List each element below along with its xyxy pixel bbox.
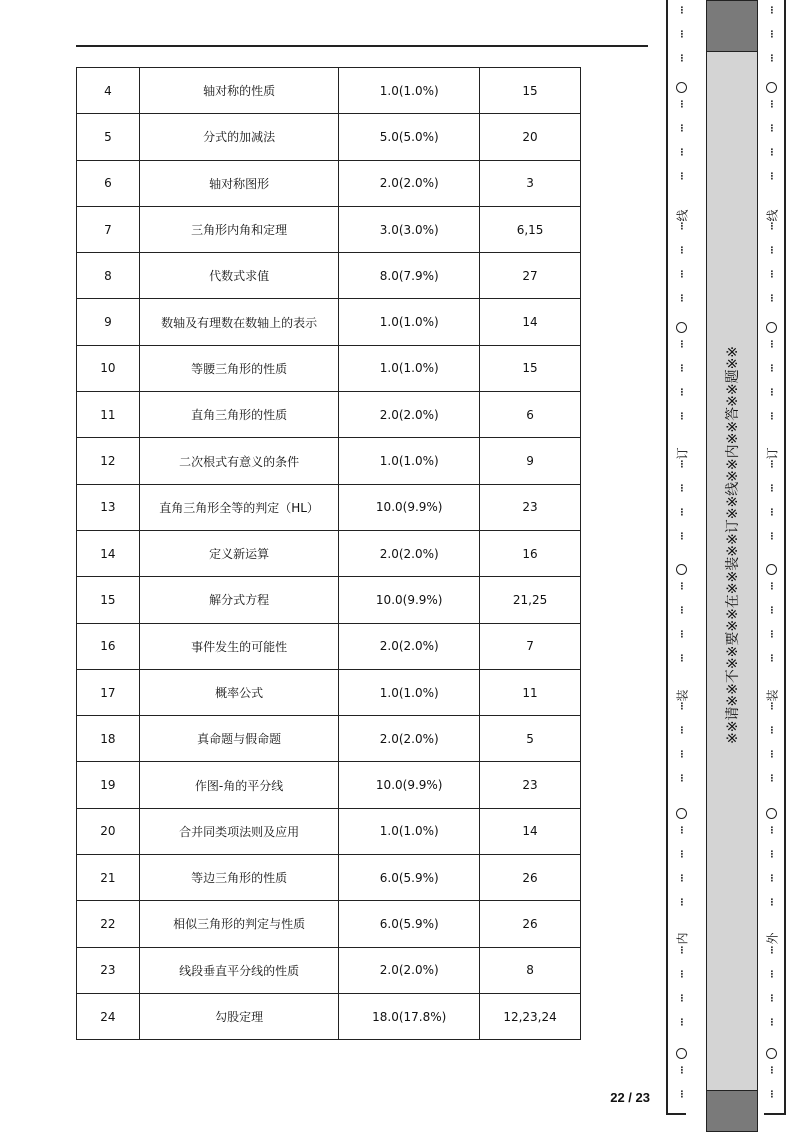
item-number-cell: 12,23,24 [480, 993, 581, 1039]
cut-line-label: 装 [675, 689, 690, 702]
score-cell: 2.0(2.0%) [339, 947, 480, 993]
score-cell: 1.0(1.0%) [339, 68, 480, 114]
score-cell: 1.0(1.0%) [339, 345, 480, 391]
cut-line-dots: ⋮ [677, 270, 687, 280]
cut-line-dots: ⋮ [767, 270, 777, 280]
topic-cell: 二次根式有意义的条件 [139, 438, 338, 484]
topic-cell: 三角形内角和定理 [139, 206, 338, 252]
cut-line-dots: ⋮ [767, 460, 777, 470]
cut-line-dots: ⋮ [767, 994, 777, 1004]
cut-line-dots: ⋮ [767, 100, 777, 110]
cut-line-dots: ⋮ [767, 946, 777, 956]
topic-cell: 分式的加减法 [139, 114, 338, 160]
cut-line-dots: ⋮ [677, 222, 687, 232]
score-cell: 1.0(1.0%) [339, 438, 480, 484]
item-number-cell: 6 [480, 392, 581, 438]
cut-line-dots: ⋮ [767, 222, 777, 232]
topic-cell: 直角三角形全等的判定（HL） [139, 484, 338, 530]
row-number-cell: 9 [77, 299, 140, 345]
cut-line-dots: ⋮ [677, 484, 687, 494]
cut-line-dots: ⋮ [767, 124, 777, 134]
table-row [77, 160, 581, 206]
row-number-cell: 20 [77, 808, 140, 854]
cut-line-dots: ⋮ [677, 702, 687, 712]
cut-line-dots: ⋮ [677, 750, 687, 760]
cut-line-dots: ⋮ [677, 850, 687, 860]
table-row [77, 68, 581, 114]
cut-line-dots: ⋮ [677, 460, 687, 470]
table-row [77, 947, 581, 993]
cut-line-dots: ⋮ [767, 508, 777, 518]
item-number-cell: 3 [480, 160, 581, 206]
header-rule [76, 45, 648, 47]
row-number-cell: 15 [77, 577, 140, 623]
row-number-cell: 18 [77, 716, 140, 762]
row-number-cell: 17 [77, 669, 140, 715]
table-row [77, 114, 581, 160]
page-number: 22 / 23 [610, 1090, 650, 1105]
cut-line-dots: ⋮ [767, 148, 777, 158]
cut-line-dots: ⋮ [767, 630, 777, 640]
table-row [77, 669, 581, 715]
score-cell: 10.0(9.9%) [339, 577, 480, 623]
table-row [77, 530, 581, 576]
cut-line-dots: ⋮ [767, 6, 777, 16]
cut-line-dots: ⋮ [677, 340, 687, 350]
table-row [77, 901, 581, 947]
cut-line-dots: ⋮ [767, 774, 777, 784]
cut-line-dots: ⋮ [677, 364, 687, 374]
score-cell: 2.0(2.0%) [339, 530, 480, 576]
row-number-cell: 21 [77, 855, 140, 901]
cut-line-dots: ⋮ [767, 246, 777, 256]
cut-line-dots: ⋮ [677, 630, 687, 640]
topic-cell: 等边三角形的性质 [139, 855, 338, 901]
table-row [77, 345, 581, 391]
row-number-cell: 5 [77, 114, 140, 160]
score-cell: 2.0(2.0%) [339, 716, 480, 762]
table-row [77, 808, 581, 854]
cut-line-dots: ⋮ [677, 1018, 687, 1028]
cut-line-dots: ⋮ [767, 172, 777, 182]
cut-line-dots: ⋮ [767, 412, 777, 422]
cut-line-dots: ⋮ [677, 54, 687, 64]
table-row [77, 577, 581, 623]
cut-line-label: 订 [765, 447, 780, 460]
score-cell: 10.0(9.9%) [339, 484, 480, 530]
topic-cell: 勾股定理 [139, 993, 338, 1039]
outer-border-line [666, 0, 668, 1115]
cut-line-dots: ⋮ [677, 148, 687, 158]
cut-line-dots: ⋮ [767, 1066, 777, 1076]
binding-hole-circle [766, 322, 777, 333]
cut-line-dots: ⋮ [677, 412, 687, 422]
row-number-cell: 19 [77, 762, 140, 808]
row-number-cell: 22 [77, 901, 140, 947]
table-row [77, 993, 581, 1039]
binding-notice: ※※请※※不※※要※※在※※装※※订※※线※※内※※答※※题※※ [725, 345, 741, 745]
item-number-cell: 7 [480, 623, 581, 669]
topic-cell: 合并同类项法则及应用 [139, 808, 338, 854]
cut-line-dots: ⋮ [677, 294, 687, 304]
item-number-cell: 20 [480, 114, 581, 160]
cut-line-dots: ⋮ [677, 532, 687, 542]
topic-cell: 概率公式 [139, 669, 338, 715]
score-cell: 1.0(1.0%) [339, 669, 480, 715]
topic-cell: 定义新运算 [139, 530, 338, 576]
item-number-cell: 14 [480, 299, 581, 345]
cut-line-dots: ⋮ [677, 774, 687, 784]
topic-cell: 真命题与假命题 [139, 716, 338, 762]
topic-cell: 轴对称图形 [139, 160, 338, 206]
inner-border-line [784, 0, 786, 1115]
item-number-cell: 16 [480, 530, 581, 576]
table-row [77, 438, 581, 484]
cut-line-dots: ⋮ [767, 826, 777, 836]
cut-line-dots: ⋮ [767, 388, 777, 398]
cut-line-dots: ⋮ [767, 1090, 777, 1100]
cut-line-dots: ⋮ [677, 874, 687, 884]
cut-line-dots: ⋮ [767, 484, 777, 494]
item-number-cell: 5 [480, 716, 581, 762]
binding-strip-top-cap [706, 0, 758, 52]
topic-cell: 事件发生的可能性 [139, 623, 338, 669]
cut-line-dots: ⋮ [767, 532, 777, 542]
outer-border-foot [666, 1113, 686, 1115]
cut-line-dots: ⋮ [677, 100, 687, 110]
cut-line-dots: ⋮ [677, 6, 687, 16]
table-row [77, 855, 581, 901]
cut-line-dots: ⋮ [767, 1018, 777, 1028]
row-number-cell: 11 [77, 392, 140, 438]
cut-line-dots: ⋮ [767, 898, 777, 908]
score-cell: 2.0(2.0%) [339, 160, 480, 206]
score-cell: 18.0(17.8%) [339, 993, 480, 1039]
cut-line-dots: ⋮ [677, 1066, 687, 1076]
binding-hole-circle [676, 1048, 687, 1059]
table-row [77, 253, 581, 299]
inner-cut-line-column [764, 2, 780, 1110]
score-cell: 1.0(1.0%) [339, 808, 480, 854]
cut-line-dots: ⋮ [677, 994, 687, 1004]
table-row [77, 762, 581, 808]
cut-line-dots: ⋮ [677, 582, 687, 592]
item-number-cell: 26 [480, 855, 581, 901]
topic-cell: 轴对称的性质 [139, 68, 338, 114]
score-cell: 1.0(1.0%) [339, 299, 480, 345]
cut-line-dots: ⋮ [767, 364, 777, 374]
cut-line-dots: ⋮ [767, 702, 777, 712]
item-number-cell: 15 [480, 345, 581, 391]
cut-line-dots: ⋮ [677, 946, 687, 956]
cut-line-label: 订 [675, 447, 690, 460]
cut-line-dots: ⋮ [677, 654, 687, 664]
binding-hole-circle [676, 808, 687, 819]
cut-line-dots: ⋮ [767, 654, 777, 664]
topic-cell: 相似三角形的判定与性质 [139, 901, 338, 947]
cut-line-dots: ⋮ [677, 388, 687, 398]
item-number-cell: 11 [480, 669, 581, 715]
cut-line-dots: ⋮ [767, 850, 777, 860]
item-number-cell: 14 [480, 808, 581, 854]
cut-line-dots: ⋮ [767, 54, 777, 64]
topic-cell: 直角三角形的性质 [139, 392, 338, 438]
row-number-cell: 16 [77, 623, 140, 669]
cut-line-label: 装 [765, 689, 780, 702]
row-number-cell: 8 [77, 253, 140, 299]
score-cell: 3.0(3.0%) [339, 206, 480, 252]
cut-line-dots: ⋮ [677, 726, 687, 736]
score-cell: 10.0(9.9%) [339, 762, 480, 808]
cut-line-dots: ⋮ [677, 124, 687, 134]
binding-hole-circle [676, 322, 687, 333]
table-row [77, 392, 581, 438]
outer-cut-line-column [674, 2, 690, 1110]
row-number-cell: 7 [77, 206, 140, 252]
row-number-cell: 13 [77, 484, 140, 530]
table-row [77, 623, 581, 669]
row-number-cell: 24 [77, 993, 140, 1039]
row-number-cell: 23 [77, 947, 140, 993]
item-number-cell: 27 [480, 253, 581, 299]
table-row [77, 716, 581, 762]
binding-hole-circle [766, 808, 777, 819]
table-row [77, 299, 581, 345]
score-cell: 2.0(2.0%) [339, 623, 480, 669]
cut-line-dots: ⋮ [767, 726, 777, 736]
cut-line-dots: ⋮ [767, 30, 777, 40]
item-number-cell: 23 [480, 484, 581, 530]
cut-line-dots: ⋮ [767, 294, 777, 304]
cut-line-label: 线 [765, 209, 780, 222]
topic-cell: 数轴及有理数在数轴上的表示 [139, 299, 338, 345]
row-number-cell: 12 [77, 438, 140, 484]
topic-cell: 线段垂直平分线的性质 [139, 947, 338, 993]
topic-cell: 作图-角的平分线 [139, 762, 338, 808]
cut-line-dots: ⋮ [677, 826, 687, 836]
score-cell: 6.0(5.9%) [339, 901, 480, 947]
row-number-cell: 14 [77, 530, 140, 576]
score-cell: 2.0(2.0%) [339, 392, 480, 438]
inner-border-foot [764, 1113, 784, 1115]
binding-hole-circle [766, 1048, 777, 1059]
score-cell: 5.0(5.0%) [339, 114, 480, 160]
item-number-cell: 26 [480, 901, 581, 947]
binding-hole-circle [766, 564, 777, 575]
binding-hole-circle [676, 564, 687, 575]
score-cell: 6.0(5.9%) [339, 855, 480, 901]
cut-line-dots: ⋮ [677, 898, 687, 908]
cut-line-dots: ⋮ [677, 30, 687, 40]
cut-line-dots: ⋮ [677, 606, 687, 616]
item-number-cell: 9 [480, 438, 581, 484]
row-number-cell: 10 [77, 345, 140, 391]
cut-line-dots: ⋮ [677, 172, 687, 182]
item-number-cell: 6,15 [480, 206, 581, 252]
cut-line-dots: ⋮ [677, 1090, 687, 1100]
row-number-cell: 6 [77, 160, 140, 206]
cut-line-label: 线 [675, 209, 690, 222]
topic-cell: 等腰三角形的性质 [139, 345, 338, 391]
cut-line-dots: ⋮ [767, 606, 777, 616]
item-number-cell: 21,25 [480, 577, 581, 623]
topic-cell: 解分式方程 [139, 577, 338, 623]
score-cell: 8.0(7.9%) [339, 253, 480, 299]
cut-line-dots: ⋮ [677, 508, 687, 518]
cut-line-label: 外 [765, 932, 780, 945]
cut-line-dots: ⋮ [767, 750, 777, 760]
cut-line-dots: ⋮ [767, 970, 777, 980]
table-row [77, 484, 581, 530]
topic-cell: 代数式求值 [139, 253, 338, 299]
item-number-cell: 23 [480, 762, 581, 808]
binding-strip-bottom-cap [706, 1090, 758, 1132]
table-row [77, 206, 581, 252]
cut-line-label: 内 [675, 932, 690, 945]
item-number-cell: 8 [480, 947, 581, 993]
cut-line-dots: ⋮ [677, 970, 687, 980]
cut-line-dots: ⋮ [767, 340, 777, 350]
item-number-cell: 15 [480, 68, 581, 114]
knowledge-point-table [76, 67, 581, 1040]
cut-line-dots: ⋮ [767, 582, 777, 592]
cut-line-dots: ⋮ [677, 246, 687, 256]
row-number-cell: 4 [77, 68, 140, 114]
binding-hole-circle [766, 82, 777, 93]
cut-line-dots: ⋮ [767, 874, 777, 884]
binding-hole-circle [676, 82, 687, 93]
